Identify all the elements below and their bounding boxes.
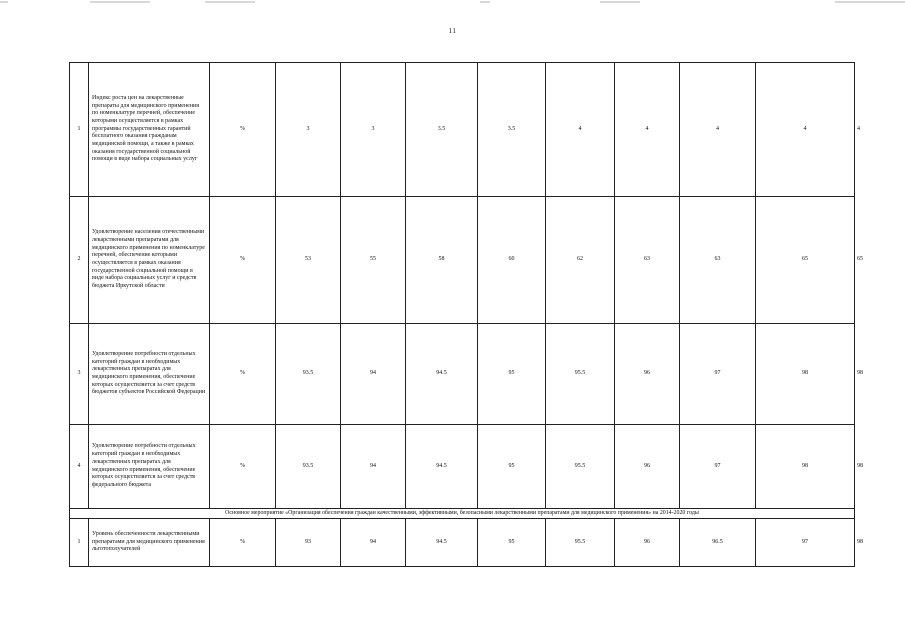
value-cell: 4 — [756, 63, 855, 197]
value-cell: 94.5 — [406, 425, 478, 509]
indicator-name-cell: Удовлетворение потребности отдельных категорий граждан в необходимых лекарственных препаратах для медицинского применения, обеспечение которых осуществляется за счет средств федерального бюджета — [89, 425, 210, 509]
value-cell: 94.5 — [406, 519, 478, 567]
value-cell: 95 — [478, 324, 546, 425]
table-row: 1 Уровень обеспеченности лекарственными препаратами для медицинского применения льготополучателей % 93 94 94.5 95 95.5 96 96.5 97 98 — [70, 519, 855, 567]
indicators-table-body — [70, 63, 863, 567]
value-cell: 94.5 — [406, 324, 478, 425]
value-cell: 94 — [341, 425, 406, 509]
unit-cell: % — [210, 197, 276, 324]
value-cell: 58 — [406, 197, 478, 324]
value-cell: 95.5 — [546, 425, 615, 509]
value-cell: 95 — [478, 519, 546, 567]
value-cell: 97 — [680, 425, 756, 509]
value-cell: 93 — [276, 519, 341, 567]
value-cell: 95.5 — [546, 324, 615, 425]
value-cell: 4 — [680, 63, 756, 197]
indicator-name-cell: Удовлетворение потребности отдельных категорий граждан в необходимых лекарственных препаратах для медицинского применения, обеспечение которых осуществляется за счет средств бюджетов субъектов Российской Федерации — [89, 324, 210, 425]
indicators-table — [69, 62, 863, 567]
value-cell: 63 — [615, 197, 680, 324]
row-number-cell: 1 — [70, 63, 89, 197]
section-header-row — [70, 509, 855, 519]
value-cell: 98 — [756, 425, 855, 509]
value-cell: 55 — [341, 197, 406, 324]
value-cell: 65 — [756, 197, 855, 324]
table-row: 4 Удовлетворение потребности отдельных категорий граждан в необходимых лекарственных препаратах для медицинского применения, обеспечение которых осуществляется за счет средств федерального бюджета % 93.5 94 94.5 95 95.5 96 97 98 98 — [70, 425, 855, 509]
value-cell: 95 — [478, 425, 546, 509]
table-row: 1 Индекс роста цен на лекарственные препараты для медицинского применения по номенклатуре перечней, обеспечение которыми осуществляется в рамках программы государственных гарантий бесплатного оказания гражданам медицинской помощи, а также в рамках оказания государственной социальной помощи в виде набора социальных услуг % 3 3 3.5 3.5 4 4 4 4 4 — [70, 63, 855, 197]
value-cell: 53 — [276, 197, 341, 324]
value-cell: 3 — [276, 63, 341, 197]
value-cell: 3 — [341, 63, 406, 197]
unit-cell: % — [210, 324, 276, 425]
value-cell: 96 — [615, 324, 680, 425]
value-cell: 98 — [756, 324, 855, 425]
unit-cell: % — [210, 425, 276, 509]
section-title: Основное мероприятие «Организация обеспечения граждан качественными, эффективными, безопасными лекарственными препаратами для медицинского применения» на 2014-2020 годы — [70, 509, 855, 519]
scan-edge-marks — [0, 0, 905, 6]
value-cell: 96 — [615, 519, 680, 567]
value-cell: 3.5 — [478, 63, 546, 197]
row-number-cell: 2 — [70, 197, 89, 324]
page-number: 11 — [448, 27, 457, 35]
value-cell: 3.5 — [406, 63, 478, 197]
value-cell: 97 — [756, 519, 855, 567]
value-cell: 60 — [478, 197, 546, 324]
indicator-name-cell: Индекс роста цен на лекарственные препараты для медицинского применения по номенклатуре перечней, обеспечение которыми осуществляется в рамках программы государственных гарантий бесплатного оказания гражданам медицинской помощи, а также в рамках оказания государственной социальной помощи в виде набора социальных услуг — [89, 63, 210, 197]
value-cell: 97 — [680, 324, 756, 425]
unit-cell: % — [210, 63, 276, 197]
indicator-name-cell: Удовлетворение населения отечественными лекарственными препаратами для медицинского применения по номенклатуре перечней, обеспечение которыми осуществляется в рамках оказания государственной социальной помощи в виде набора социальных услуг и средств бюджета Иркутской области — [89, 197, 210, 324]
value-cell: 62 — [546, 197, 615, 324]
value-cell: 94 — [341, 519, 406, 567]
indicators-table-wrapper — [69, 62, 863, 567]
value-cell: 4 — [546, 63, 615, 197]
row-number-cell: 1 — [70, 519, 89, 567]
indicator-name-cell: Уровень обеспеченности лекарственными препаратами для медицинского применения льготополучателей — [89, 519, 210, 567]
row-number-cell: 3 — [70, 324, 89, 425]
value-cell: 93.5 — [276, 324, 341, 425]
table-row: 3 Удовлетворение потребности отдельных категорий граждан в необходимых лекарственных препаратах для медицинского применения, обеспечение которых осуществляется за счет средств бюджетов субъектов Российской Федерации % 93.5 94 94.5 95 95.5 96 97 98 98 — [70, 324, 855, 425]
unit-cell: % — [210, 519, 276, 567]
value-cell: 4 — [615, 63, 680, 197]
value-cell: 93.5 — [276, 425, 341, 509]
table-row: 2 Удовлетворение населения отечественными лекарственными препаратами для медицинского применения по номенклатуре перечней, обеспечение которыми осуществляется в рамках оказания государственной социальной помощи в виде набора социальных услуг и средств бюджета Иркутской области % 53 55 58 60 62 63 63 65 65 — [70, 197, 855, 324]
value-cell: 95.5 — [546, 519, 615, 567]
value-cell: 96 — [615, 425, 680, 509]
value-cell: 96.5 — [680, 519, 756, 567]
row-number-cell: 4 — [70, 425, 89, 509]
value-cell: 63 — [680, 197, 756, 324]
value-cell: 94 — [341, 324, 406, 425]
